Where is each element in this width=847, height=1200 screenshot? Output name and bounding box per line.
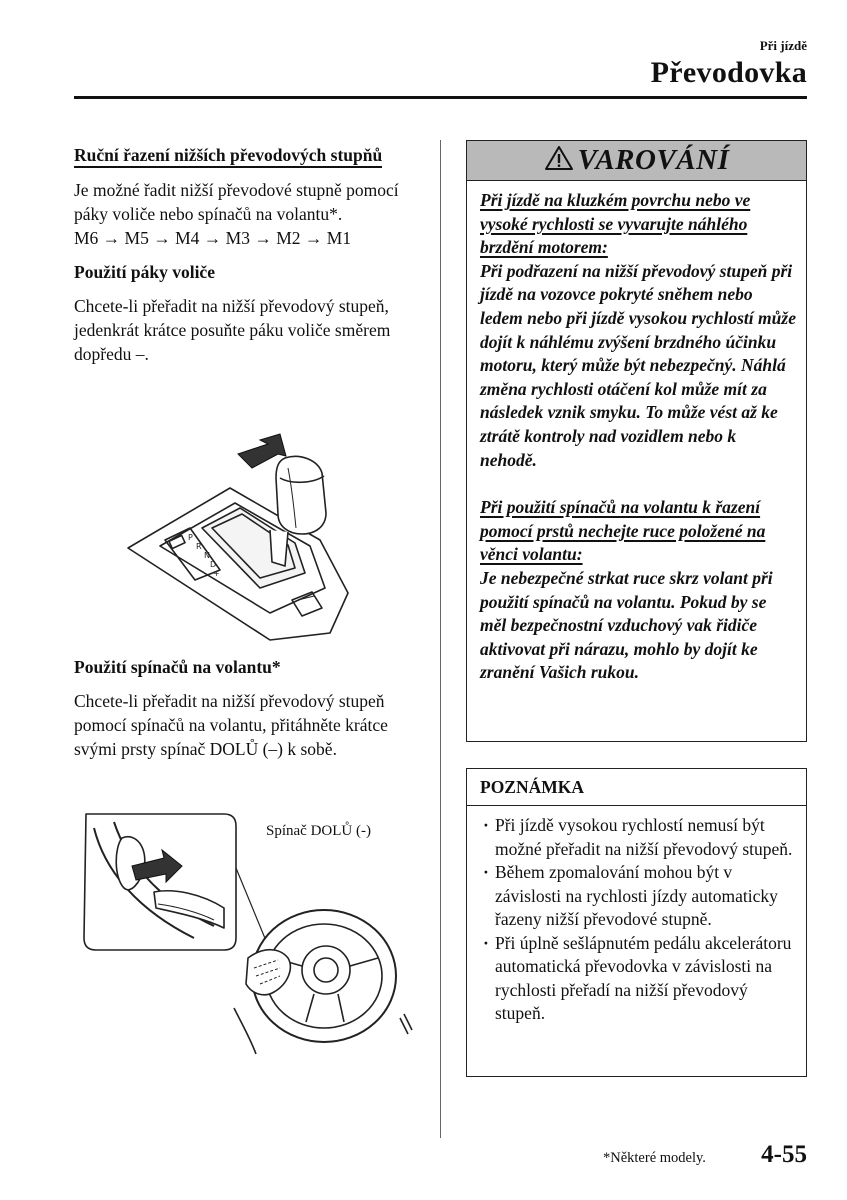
svg-text:N: N	[204, 551, 210, 560]
header-rule	[74, 96, 807, 99]
warning-gap	[480, 472, 796, 496]
note-item: · Při úplně sešlápnutém pedálu akcelerátoru automatická převodovka v závislosti na rychlosti přeřadí na nižší převodový stupeň.	[483, 932, 798, 1026]
column-divider	[440, 140, 441, 1138]
intro-paragraph: Je možné řadit nižší převodové stupně pomocí páky voliče nebo spínačů na volantu*.	[74, 180, 399, 224]
gear-sequence: M6 → M5 → M4 → M3 → M2 → M1	[74, 228, 352, 248]
note-title: POZNÁMKA	[467, 769, 806, 806]
warning-header	[467, 141, 806, 181]
svg-text:D: D	[210, 560, 217, 569]
warning-p1-text: Při podřazení na nižší převodový stupeň při jízdě na vozovce pokryté sněhem nebo ledem nebo při jízdě vysokou rychlostí může dojít k náhlému zvýšení brzdného účinku motoru, který může být nebezpečný. Náhlá změna rychlosti otáčení kol může mít za následek vznik smyku. To může vést až ke ztrátě kontroly nad vozidlem nebo k nehodě.	[480, 260, 796, 470]
lever-subheading: Použití páky voliče	[74, 262, 215, 282]
steering-wheel-illustration	[74, 808, 414, 1056]
note-item: · Během zpomalování mohou být v závislosti na rychlosti jízdy automaticky řazeny nižší převodové stupně.	[483, 861, 798, 932]
section-heading: Ruční řazení nižších převodových stupňů	[74, 145, 382, 168]
section-heading-wrap	[74, 143, 419, 168]
left-column	[74, 143, 419, 366]
note-list	[467, 806, 806, 1026]
warning-p2-heading: Při použití spínačů na volantu k řazení pomocí prstů nechejte ruce položené na věnci volantu:	[480, 497, 766, 565]
running-header-section: Při jízdě	[759, 38, 807, 53]
paddle-subheading: Použití spínačů na volantu*	[74, 657, 281, 677]
svg-text:+: +	[213, 569, 220, 578]
left-column-lower	[74, 655, 419, 761]
note-item: · Při jízdě vysokou rychlostí nemusí být možné přeřadit na nižší převodový stupeň.	[483, 814, 798, 861]
paddle-paragraph: Chcete-li přeřadit na nižší převodový stupeň pomocí spínačů na volantu, přitáhněte krátce svými prsty spínač DOLŮ (–) k sobě.	[74, 691, 388, 759]
page-number: 4-55	[761, 1141, 807, 1168]
svg-text:P: P	[188, 533, 193, 542]
note-box	[466, 768, 807, 1077]
warning-title: VAROVÁNÍ	[577, 144, 730, 176]
page-title: Převodovka	[650, 56, 807, 89]
warning-triangle-icon	[544, 145, 578, 176]
warning-box	[466, 140, 807, 742]
footnote: *Některé modely.	[603, 1150, 706, 1166]
selector-lever-illustration	[120, 428, 360, 643]
warning-p1-heading: Při jízdě na kluzkém povrchu nebo ve vysoké rychlosti se vyvarujte náhlého brzdění motorem:	[480, 190, 751, 258]
warning-p2-text: Je nebezpečné strkat ruce skrz volant při použití spínačů na volantu. Pokud by se měl bezpečnostní vzduchový vak řidiče aktivovat při nárazu, mohlo by dojít ke zranění Vašich rukou.	[480, 567, 773, 683]
svg-text:R: R	[196, 542, 202, 551]
warning-body	[467, 181, 806, 685]
figure-callout-label: Spínač DOLŮ (-)	[266, 823, 371, 839]
lever-paragraph: Chcete-li přeřadit na nižší převodový stupeň, jedenkrát krátce posuňte páku voliče směrem dopředu –.	[74, 296, 391, 364]
